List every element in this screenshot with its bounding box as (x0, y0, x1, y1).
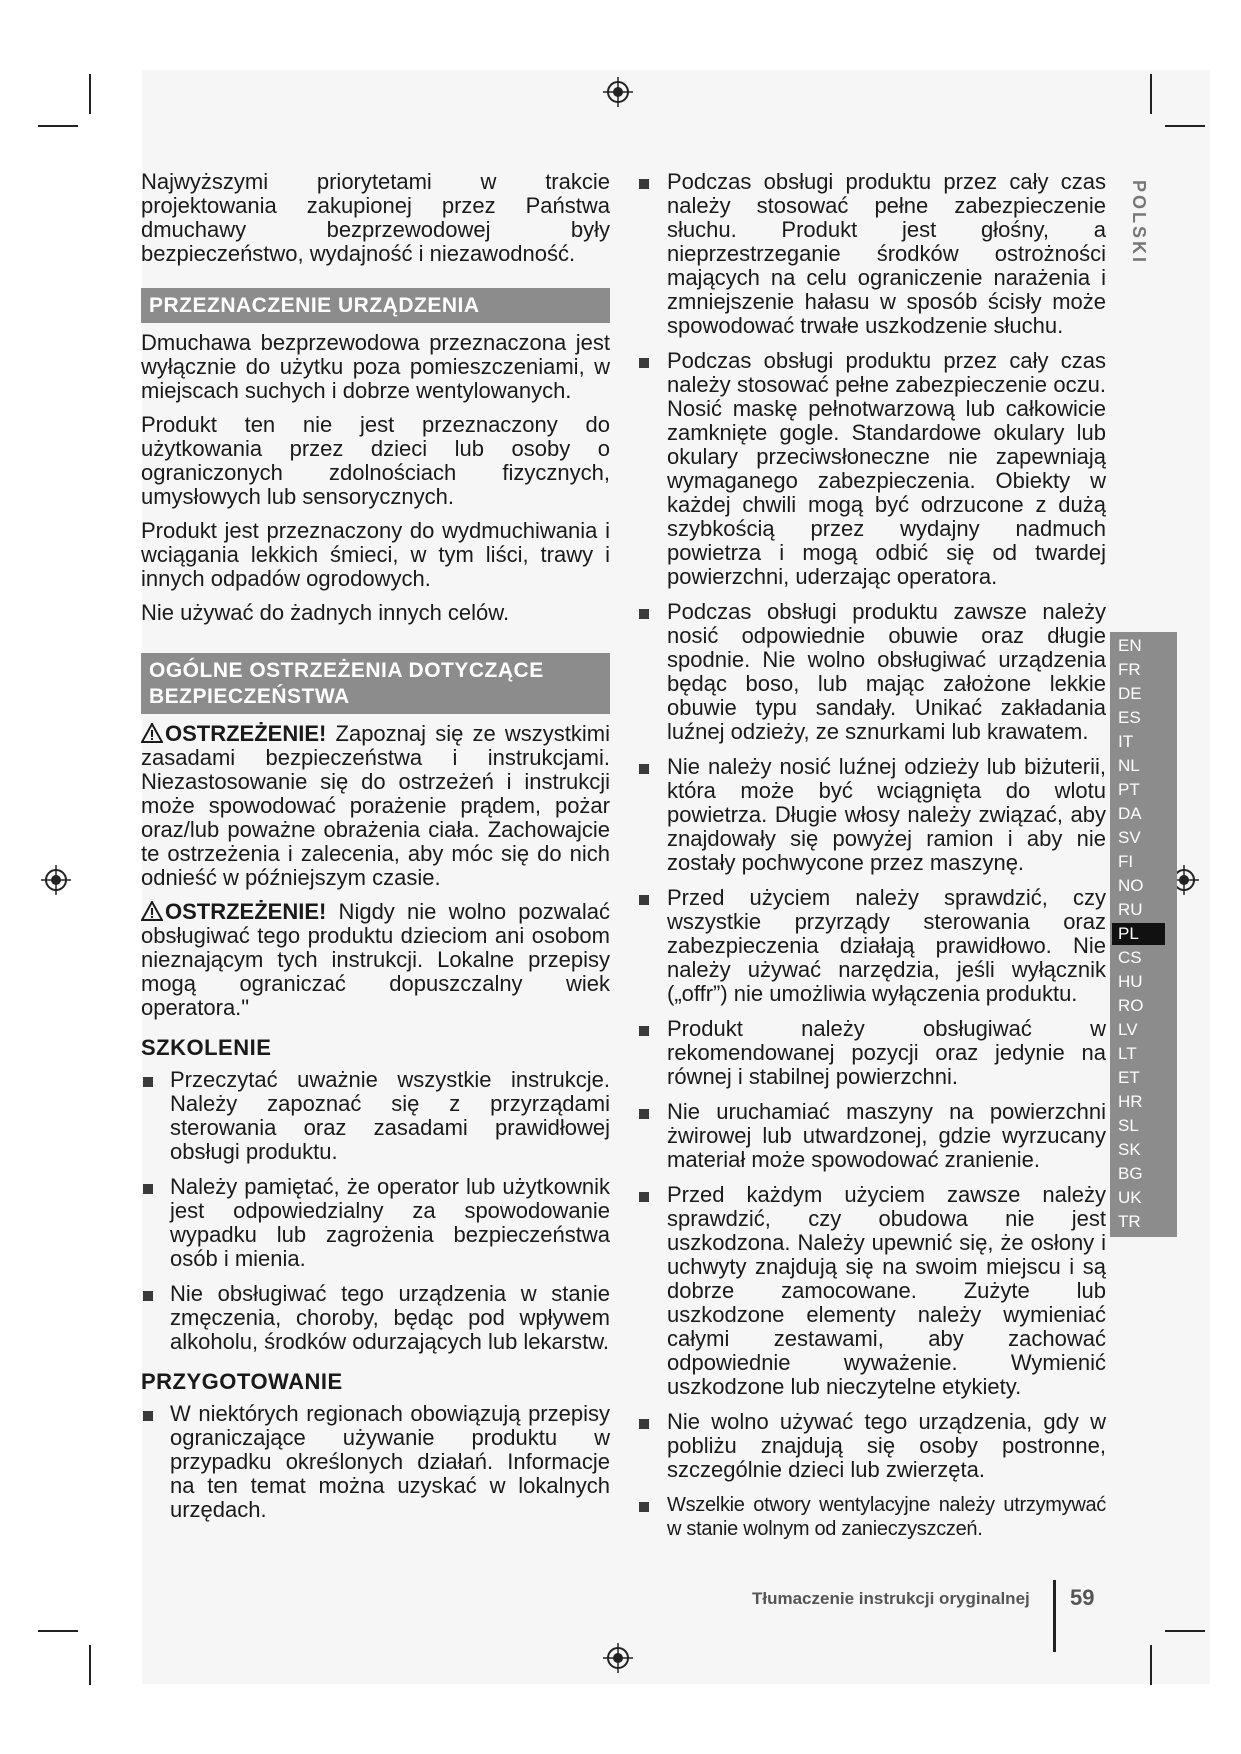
list-item (637, 1410, 1106, 1482)
training-list (141, 1068, 610, 1354)
crop-mark (1150, 1645, 1152, 1685)
intro-paragraph: Najwyższymi priorytetami w trakcie projektowania zakupionej przez Państwa dmuchawy bezprzewodowej były bezpieczeństwo, wydajność i niezawodność. (141, 169, 610, 266)
warning-text: Nigdy nie wolno pozwalać obsługiwać tego produktu dzieciom ani osobom nieznającym tych instrukcji. Lokalne przepisy mogą ograniczać dopuszczalny wiek operatora." (141, 899, 610, 1020)
list-item-text: Przeczytać uważnie wszystkie instrukcje. Należy zapoznać się z przyrządami sterowania oraz zasadami prawidłowej obsługi produktu. (170, 1067, 610, 1164)
language-tab-pl[interactable]: PL (1112, 923, 1165, 945)
bullet-square-icon (639, 1026, 649, 1036)
purpose-paragraph: Dmuchawa bezprzewodowa przeznaczona jest wyłącznie do użytku poza pomieszczeniami, w miejscach suchych i dobrze wentylowanych. (141, 330, 610, 403)
language-tab-et[interactable]: ET (1112, 1067, 1165, 1089)
list-item (141, 1402, 610, 1522)
language-tab-uk[interactable]: UK (1112, 1187, 1165, 1209)
warning-label: OSTRZEŻENIE! (165, 721, 327, 746)
list-item-text: Podczas obsługi produktu zawsze należy nosić odpowiednie obuwie oraz długie spodnie. Nie wolno obsługiwać urządzenia będąc boso, lub mając założone lekkie obuwie typu sandały. Unikać zakładania luźnej odzieży, ze sznurkami lub krawatem. (667, 599, 1106, 744)
left-column (141, 170, 610, 1533)
warning-paragraph (141, 900, 610, 1020)
bullet-square-icon (639, 179, 649, 189)
crop-mark (89, 74, 91, 114)
purpose-paragraph: Produkt ten nie jest przeznaczony do użytkowania przez dzieci lub osoby o ograniczonych zdolnościach fizycznych, umysłowych lub sensorycznych. (141, 412, 610, 509)
preparation-list (141, 1402, 610, 1522)
list-item-text: Należy pamiętać, że operator lub użytkownik jest odpowiedzialny za spowodowanie wypadku lub zagrożenia bezpieczeństwa osób i mienia. (170, 1174, 610, 1271)
bullet-square-icon (639, 895, 649, 905)
bullet-square-icon (143, 1184, 153, 1194)
page-number: 59 (1070, 1585, 1095, 1610)
language-tab-lv[interactable]: LV (1112, 1019, 1165, 1041)
list-item (141, 1282, 610, 1354)
language-tab-ru[interactable]: RU (1112, 899, 1165, 921)
section-heading-line: OGÓLNE OSTRZEŻENIA DOTYCZĄCE (149, 659, 544, 682)
footer-divider (1053, 1580, 1056, 1652)
list-item (637, 170, 1106, 338)
registration-mark-icon (41, 865, 71, 895)
footer-caption: Tłumaczenie instrukcji oryginalnej (752, 1589, 1030, 1608)
list-item (637, 349, 1106, 589)
language-tab-no[interactable]: NO (1112, 875, 1165, 897)
list-item-text: Produkt należy obsługiwać w rekomendowanej pozycji oraz jedynie na równej i stabilnej powierzchni. (667, 1016, 1106, 1089)
registration-mark-icon (603, 77, 633, 107)
list-item (637, 755, 1106, 875)
language-tab-pt[interactable]: PT (1112, 779, 1165, 801)
language-tab-cs[interactable]: CS (1112, 947, 1165, 969)
bullet-square-icon (143, 1291, 153, 1301)
warning-triangle-icon (141, 723, 163, 743)
language-tab-fi[interactable]: FI (1112, 851, 1165, 873)
list-item (637, 1100, 1106, 1172)
warning-triangle-icon (141, 901, 163, 921)
list-item (141, 1175, 610, 1271)
right-column (637, 170, 1106, 1552)
bullet-square-icon (143, 1077, 153, 1087)
bullet-square-icon (639, 764, 649, 774)
list-item (637, 600, 1106, 744)
section-heading-safety (141, 653, 610, 714)
registration-mark-icon (603, 1643, 633, 1673)
language-tab-bg[interactable]: BG (1112, 1163, 1165, 1185)
list-item (141, 1068, 610, 1164)
language-tab-de[interactable]: DE (1112, 683, 1165, 705)
language-tab-sl[interactable]: SL (1112, 1115, 1165, 1137)
crop-mark (1165, 1630, 1205, 1632)
language-tab-it[interactable]: IT (1112, 731, 1165, 753)
subheading-preparation: PRZYGOTOWANIE (141, 1369, 343, 1394)
list-item-text: Nie należy nosić luźnej odzieży lub biżuterii, która może być wciągnięta do wlotu powietrza. Długie włosy należy związać, aby znajdowały się powyżej ramion i aby nie zostały pochwycone przez maszynę. (667, 754, 1106, 875)
bullet-square-icon (639, 1109, 649, 1119)
bullet-square-icon (639, 1419, 649, 1429)
bullet-square-icon (639, 1502, 649, 1512)
warning-paragraph (141, 722, 610, 890)
list-item-text: Nie uruchamiać maszyny na powierzchni żwirowej lub utwardzonej, gdzie wyrzucany materiał może spowodować zranienie. (667, 1099, 1106, 1172)
list-item (637, 1017, 1106, 1089)
list-item-text: Wszelkie otwory wentylacyjne należy utrzymywać w stanie wolnym od zanieczyszczeń. (667, 1494, 1106, 1540)
bullet-square-icon (143, 1411, 153, 1421)
bullet-square-icon (639, 1192, 649, 1202)
list-item-text: Przed użyciem należy sprawdzić, czy wszystkie przyrządy sterowania oraz zabezpieczenia działają prawidłowo. Nie należy używać narzędzia, jeśli wyłącznik („offr”) nie umożliwia wyłączenia produktu. (667, 885, 1106, 1006)
crop-mark (89, 1645, 91, 1685)
language-tab-es[interactable]: ES (1112, 707, 1165, 729)
warning-label: OSTRZEŻENIE! (165, 899, 327, 924)
language-tab-sv[interactable]: SV (1112, 827, 1165, 849)
warning-text: Zapoznaj się ze wszystkimi zasadami bezpieczeństwa i instrukcjami. Niezastosowanie się do ostrzeżeń i instrukcji może spowodować porażenie prądem, pożar oraz/lub poważne obrażenia ciała. Zachowajcie te ostrzeżenia i zalecenia, aby móc się do nich odnieść w późniejszym czasie. (141, 721, 610, 890)
subheading-training: SZKOLENIE (141, 1035, 272, 1060)
language-tab-lt[interactable]: LT (1112, 1043, 1165, 1065)
list-item (637, 1493, 1106, 1541)
language-tab-da[interactable]: DA (1112, 803, 1165, 825)
language-tabs (1112, 635, 1177, 1235)
list-item-text: Nie wolno używać tego urządzenia, gdy w pobliżu znajdują się osoby postronne, szczególnie dzieci lub zwierzęta. (667, 1409, 1106, 1482)
section-heading-purpose: PRZEZNACZENIE URZĄDZENIA (141, 288, 610, 323)
section-heading-line: BEZPIECZEŃSTWA (149, 685, 350, 708)
list-item-text: Podczas obsługi produktu przez cały czas należy stosować pełne zabezpieczenie oczu. Nosić maskę pełnotwarzową lub całkowicie zamknięte gogle. Standardowe okulary lub okulary przeciwsłoneczne nie zapewniają wymaganego zabezpieczenia. Obiekty w każdej chwili mogą być odrzucone z dużą szybkością przez wydajny nadmuch powietrza i mogą odbić się od twardej powierzchni, uderzając operatora. (667, 348, 1106, 589)
list-item (637, 1183, 1106, 1399)
purpose-paragraph: Produkt jest przeznaczony do wydmuchiwania i wciągania lekkich śmieci, w tym liści, trawy i innych odpadów ogrodowych. (141, 518, 610, 591)
language-tab-fr[interactable]: FR (1112, 659, 1165, 681)
language-tab-tr[interactable]: TR (1112, 1211, 1165, 1233)
purpose-paragraph: Nie używać do żadnych innych celów. (141, 600, 510, 625)
crop-mark (1165, 125, 1205, 127)
language-tab-en[interactable]: EN (1112, 635, 1165, 657)
bullet-square-icon (639, 358, 649, 368)
list-item (637, 886, 1106, 1006)
list-item-text: Podczas obsługi produktu przez cały czas należy stosować pełne zabezpieczenie słuchu. Produkt jest głośny, a nieprzestrzeganie środków ostrożności mających na celu ograniczenie narażenia i zmniejszenie hałasu w sposób ścisły może spowodować trwałe uszkodzenie słuchu. (667, 169, 1106, 338)
list-item-text: Nie obsługiwać tego urządzenia w stanie zmęczenia, choroby, będąc pod wpływem alkoholu, środków odurzających lub lekarstw. (170, 1281, 610, 1354)
crop-mark (38, 125, 78, 127)
language-tab-nl[interactable]: NL (1112, 755, 1165, 777)
side-language-label: POLSKI (1129, 180, 1149, 266)
safety-list (637, 170, 1106, 1541)
language-tab-hu[interactable]: HU (1112, 971, 1165, 993)
language-tab-ro[interactable]: RO (1112, 995, 1165, 1017)
crop-mark (1150, 74, 1152, 114)
crop-mark (38, 1630, 78, 1632)
list-item-text: Przed każdym użyciem zawsze należy sprawdzić, czy obudowa nie jest uszkodzona. Należy upewnić się, że osłony i uchwyty znajdują się na swoim miejscu i są dobrze zamocowane. Zużyte lub uszkodzone elementy należy wymieniać całymi zestawami, aby zachować odpowiednie wyważenie. Wymienić uszkodzone lub nieczytelne etykiety. (667, 1182, 1106, 1399)
language-tab-hr[interactable]: HR (1112, 1091, 1165, 1113)
language-tab-sk[interactable]: SK (1112, 1139, 1165, 1161)
bullet-square-icon (639, 609, 649, 619)
list-item-text: W niektórych regionach obowiązują przepisy ograniczające używanie produktu w przypadku określonych działań. Informacje na ten temat można uzyskać w lokalnych urzędach. (170, 1401, 610, 1522)
